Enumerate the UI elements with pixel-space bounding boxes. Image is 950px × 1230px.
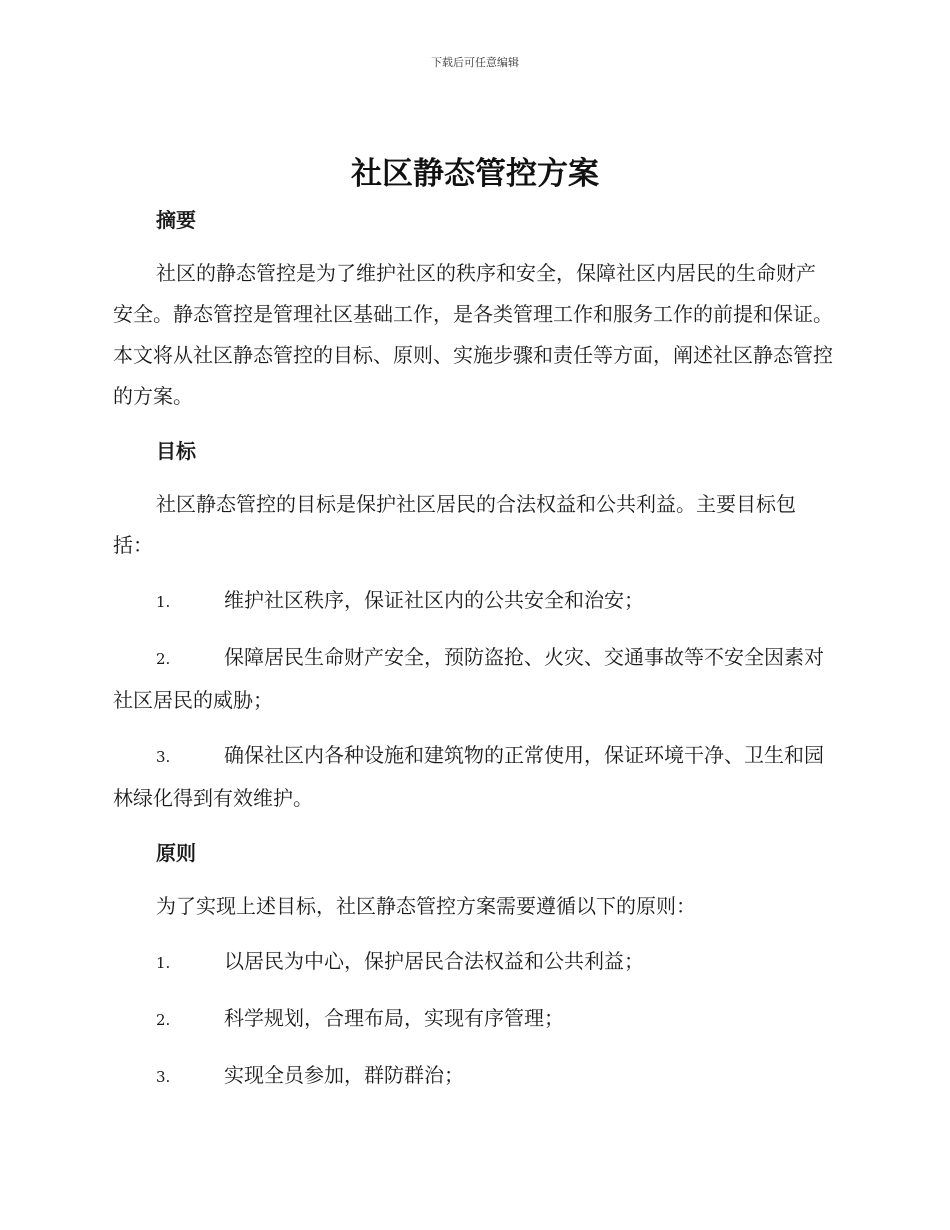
paragraph-principles: 为了实现上述目标，社区静态管控方案需要遵循以下的原则： bbox=[156, 894, 696, 918]
list-number: 1. bbox=[156, 593, 171, 611]
list-item bbox=[113, 998, 835, 1041]
heading-principles: 原则 bbox=[156, 841, 196, 865]
list-number: 2. bbox=[156, 650, 171, 668]
list-text: 以居民为中心，保护居民合法权益和公共利益； bbox=[224, 949, 644, 973]
list-item bbox=[113, 941, 835, 984]
list-number: 1. bbox=[156, 954, 171, 972]
paragraph-abstract: 社区的静态管控是为了维护社区的秩序和安全，保障社区内居民的生命财产安全。静态管控是管理社区基础工作，是各类管理工作和服务工作的前提和保证。本文将从社区静态管控的目标、原则、实施步骤和责任等方面，阐述社区静态管控的方案。 bbox=[113, 261, 833, 408]
document-body bbox=[113, 200, 835, 1098]
list-item bbox=[113, 637, 835, 721]
list-number: 3. bbox=[156, 748, 171, 766]
list-number: 3. bbox=[156, 1068, 171, 1086]
list-text: 维护社区秩序，保证社区内的公共安全和治安； bbox=[224, 588, 644, 612]
list-text: 保障居民生命财产安全，预防盗抢、火灾、交通事故等不安全因素对社区居民的威胁； bbox=[113, 645, 824, 712]
header-note: 下载后可任意编辑 bbox=[431, 56, 519, 69]
heading-abstract: 摘要 bbox=[156, 208, 196, 232]
document-title: 社区静态管控方案 bbox=[351, 156, 599, 192]
list-text: 实现全员参加，群防群治； bbox=[224, 1063, 464, 1087]
list-item bbox=[113, 580, 835, 623]
list-text: 确保社区内各种设施和建筑物的正常使用，保证环境干净、卫生和园林绿化得到有效维护。 bbox=[113, 743, 824, 810]
paragraph-goals: 社区静态管控的目标是保护社区居民的合法权益和公共利益。主要目标包括： bbox=[113, 492, 796, 557]
list-number: 2. bbox=[156, 1011, 171, 1029]
list-item bbox=[113, 1055, 835, 1098]
list-item bbox=[113, 735, 835, 819]
heading-goals: 目标 bbox=[156, 439, 196, 463]
list-text: 科学规划，合理布局，实现有序管理； bbox=[224, 1006, 564, 1030]
